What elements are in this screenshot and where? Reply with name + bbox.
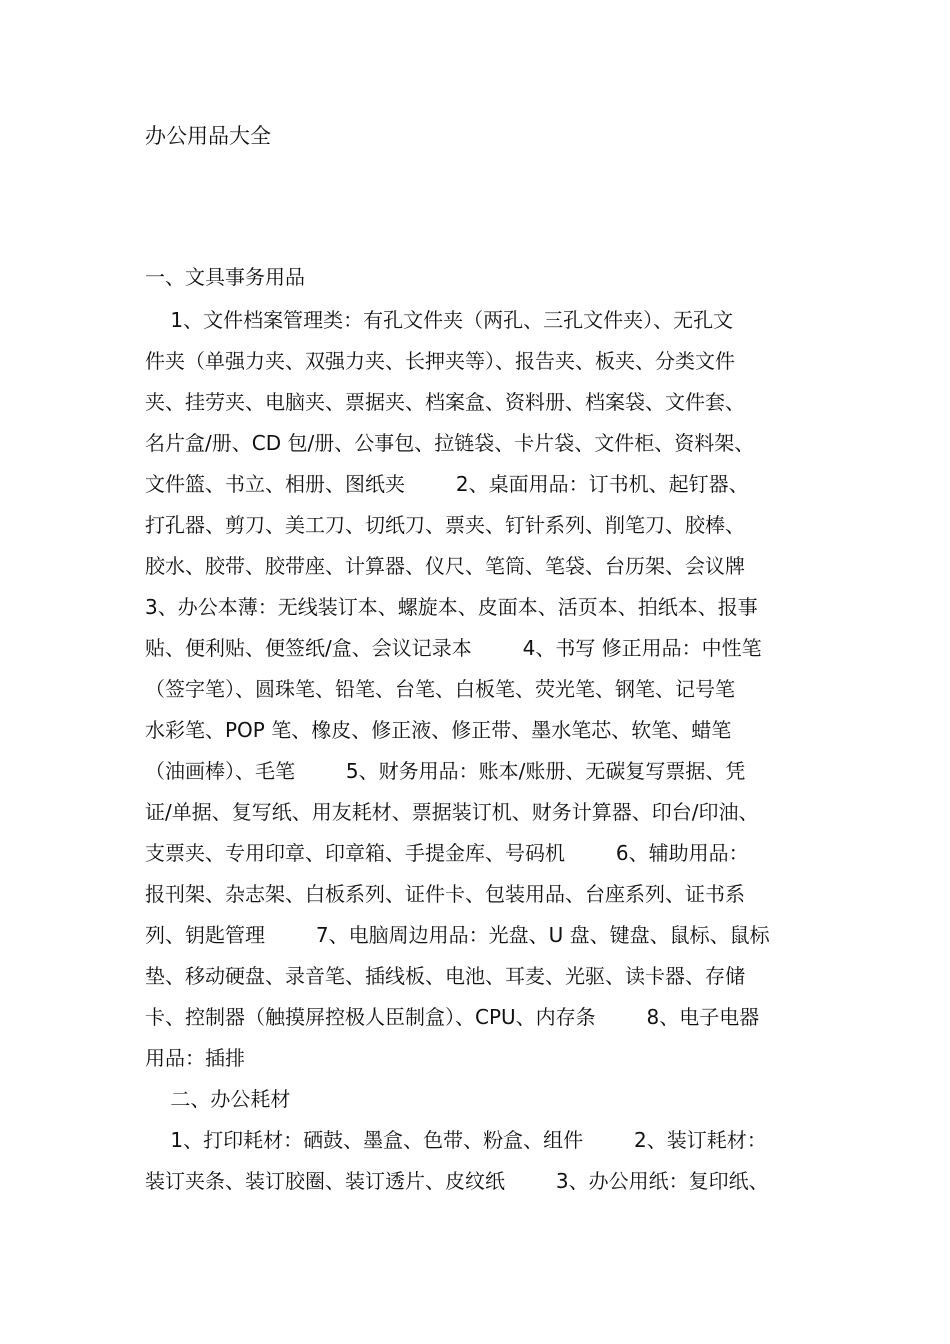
section-heading-2: 二、办公耗材 (145, 1087, 291, 1111)
text-line: 装订夹条、装订胶圈、装订透片、皮纹纸 3、办公用纸：复印纸、 (145, 1169, 769, 1193)
text-line: 打孔器、剪刀、美工刀、切纸刀、票夹、钉针系列、削笔刀、胶棒、 (145, 513, 745, 537)
text-line: 1、文件档案管理类：有孔文件夹（两孔、三孔文件夹）、无孔文 (145, 308, 734, 332)
text-line: 件夹（单强力夹、双强力夹、长押夹等）、报告夹、板夹、分类文件 (145, 349, 735, 373)
text-line: 证/单据、复写纸、用友耗材、票据装订机、财务计算器、印台/印油、 (145, 800, 759, 824)
text-line: 列、钥匙管理 7、电脑周边用品：光盘、U 盘、键盘、鼠标、鼠标 (145, 923, 770, 947)
section-heading: 一、文具事务用品 (145, 265, 305, 289)
text-line: 水彩笔、POP 笔、橡皮、修正液、修正带、墨水笔芯、软笔、蜡笔 (145, 718, 732, 742)
text-line: 3、办公本薄：无线装订本、螺旋本、皮面本、活页本、拍纸本、报事 (145, 595, 758, 619)
text-line: 报刊架、杂志架、白板系列、证件卡、包装用品、台座系列、证书系 (145, 882, 745, 906)
text-line: 1、打印耗材：硒鼓、墨盒、色带、粉盒、组件 2、装订耗材： (145, 1128, 767, 1152)
document-title: 办公用品大全 (145, 124, 271, 148)
text-line: 胶水、胶带、胶带座、计算器、仪尺、笔筒、笔袋、台历架、会议牌 (145, 554, 745, 578)
text-line: （油画棒）、毛笔 5、财务用品：账本/账册、无碳复写票据、凭 (145, 759, 746, 783)
body-text (145, 300, 835, 1202)
text-line: 贴、便利贴、便签纸/盒、会议记录本 4、书写 修正用品：中性笔 (145, 636, 762, 660)
text-line: 垫、移动硬盘、录音笔、插线板、电池、耳麦、光驱、读卡器、存储 (145, 964, 745, 988)
text-line: 文件篮、书立、相册、图纸夹 2、桌面用品：订书机、起钉器、 (145, 472, 749, 496)
text-line: 卡、控制器（触摸屏控极人臣制盒）、CPU、内存条 8、电子电器 (145, 1005, 760, 1029)
text-line: 用品：插排 (145, 1046, 245, 1070)
text-line: 夹、挂劳夹、电脑夹、票据夹、档案盒、资料册、档案袋、文件套、 (145, 390, 745, 414)
text-line: 名片盒/册、CD 包/册、公事包、拉链袋、卡片袋、文件柜、资料架、 (145, 431, 755, 455)
text-line: 支票夹、专用印章、印章箱、手提金库、号码机 6、辅助用品： (145, 841, 749, 865)
text-line: （签字笔）、圆珠笔、铅笔、台笔、白板笔、荧光笔、钢笔、记号笔 (145, 677, 735, 701)
